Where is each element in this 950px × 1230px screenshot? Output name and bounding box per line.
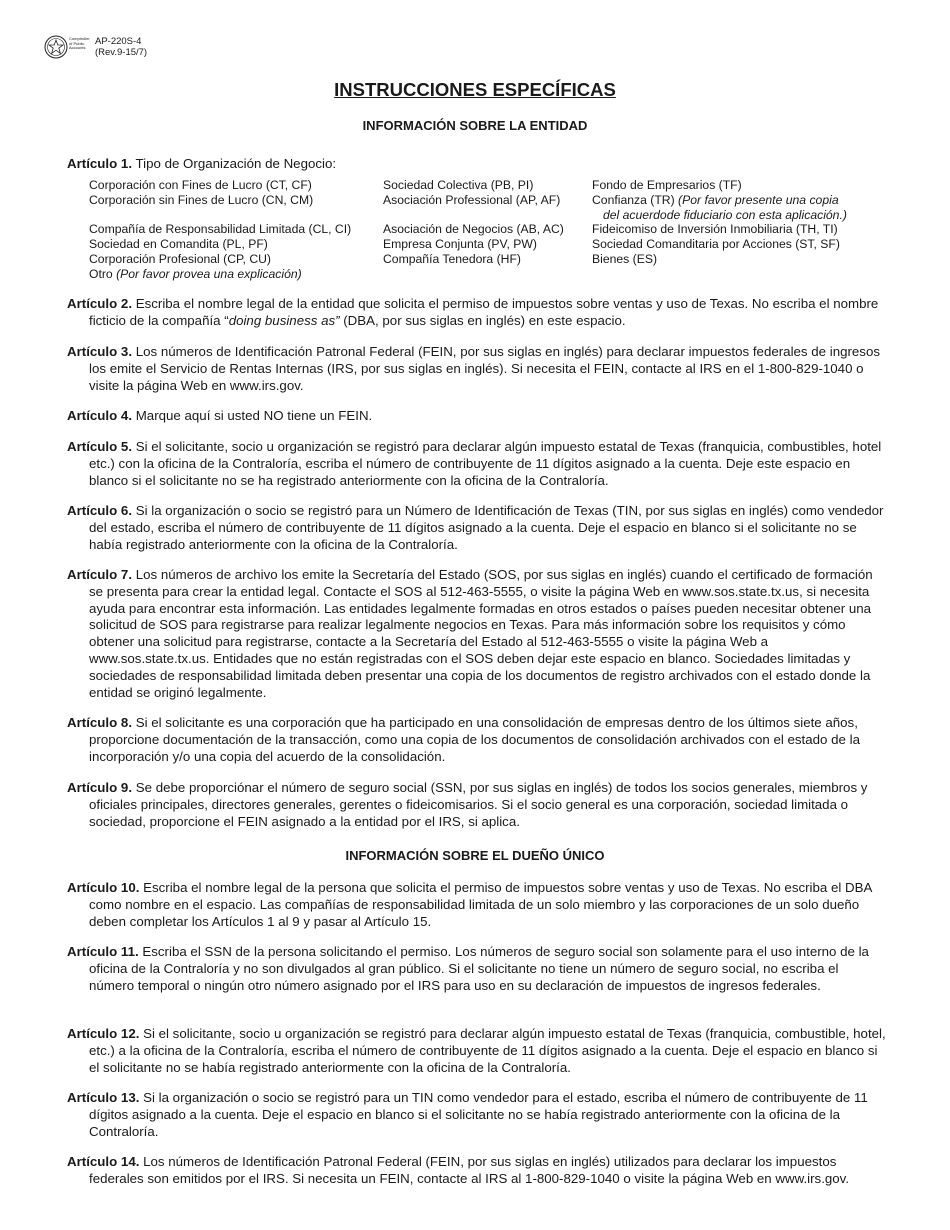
org-type-item: Asociación Professional (AP, AF) bbox=[383, 192, 561, 207]
org-types-column-3 bbox=[592, 178, 847, 267]
comptroller-seal-icon bbox=[44, 35, 68, 59]
page-title: INSTRUCCIONES ESPECÍFICAS bbox=[334, 79, 616, 100]
article-5: Artículo 5. Si el solicitante, socio u organización se registró para declarar algún impuesto estatal de Texas (franquicia, combustibles, hotel etc.) con la oficina de la Contraloría, escriba el número de contribuyente de 11 dígitos asignado a la cuenta. Deje este espacio en blanco si el solicitante no se ha registrado anteriormente con la oficina de la Contraloría. bbox=[67, 439, 882, 488]
article-1-text: Tipo de Organización de Negocio: bbox=[135, 156, 337, 171]
article-11: Artículo 11. Escriba el SSN de la persona solicitando el permiso. Los números de seguro social son solamente para el uso interno de la oficina de la Contraloría y no son divulgados al gran público. Si el solicitante no tiene un número de seguro social, no escriba el número temporal o ningún otro número asignado por el IRS para uso en su declaración de impuestos de ingresos federales. bbox=[67, 944, 869, 993]
article-4: Artículo 4. Marque aquí si usted NO tiene un FEIN. bbox=[67, 408, 373, 423]
form-number: AP-220S-4 bbox=[95, 36, 142, 47]
form-number-block bbox=[95, 36, 147, 58]
article-8: Artículo 8. Si el solicitante es una corporación que ha participado en una consolidación de empresas dentro de los últimos siete años, proporcione documentación de la transacción, como una copia de los documentos de consolidación archivados con el estado de la incorporación y/o una copia del acuerdo de la consolidación. bbox=[67, 715, 860, 764]
article-1 bbox=[67, 156, 887, 173]
section-heading-entity: INFORMACIÓN SOBRE LA ENTIDAD bbox=[362, 118, 588, 133]
article-10: Artículo 10. Escriba el nombre legal de la persona que solicita el permiso de impuestos sobre ventas y uso de Texas. No escriba el DBA como nombre en el espacio. Las compañías de responsabilidad limitada de un solo miembro y las corporaciones de un solo dueño deben completar los Artículos 1 al 9 y pasar al Artículo 15. bbox=[67, 880, 872, 929]
form-revision: (Rev.9-15/7) bbox=[95, 47, 148, 58]
article-13: Artículo 13. Si la organización o socio se registró para un TIN como vendedor para el estado, escriba el número de contribuyente de 11 dígitos asignado a la cuenta. Deje el espacio en blanco si el solicitante no se había registrado anteriormente con la oficina de la Contraloría. bbox=[67, 1090, 868, 1139]
org-type-item: Fondo de Empresarios (TF) bbox=[592, 178, 742, 192]
org-type-item: Otro (Por favor provea una explicación) bbox=[89, 266, 302, 281]
org-type-item: Sociedad en Comandita (PL, PF) bbox=[89, 236, 268, 251]
article-2-label: Artículo 2. bbox=[67, 296, 133, 311]
org-types-column-2 bbox=[383, 178, 564, 267]
org-type-item: Asociación de Negocios (AB, AC) bbox=[383, 222, 564, 237]
org-type-note: del acuerdode fiduciario con esta aplicación.) bbox=[603, 207, 847, 222]
org-type-item: Compañía de Responsabilidad Limitada (CL, CI) bbox=[89, 222, 352, 237]
org-type-item: Bienes (ES) bbox=[592, 251, 658, 266]
org-type-item: Corporación sin Fines de Lucro (CN, CM) bbox=[89, 192, 314, 207]
article-6: Artículo 6. Si la organización o socio se registró para un Número de Identificación de Texas (TIN, por sus siglas en inglés) como vendedor del estado, escriba el número de contribuyente de 11 dígitos asignado a la cuenta. Deje el espacio en blanco si el solicitante no se había registrado anteriormente con la oficina de la Contraloría. bbox=[67, 503, 884, 552]
org-type-item: Fideicomiso de Inversión Inmobiliaria (TH, TI) bbox=[592, 222, 838, 237]
org-types-column-1 bbox=[89, 178, 351, 281]
org-type-item: Sociedad Colectiva (PB, PI) bbox=[383, 178, 534, 192]
article-7: Artículo 7. Los números de archivo los emite la Secretaría del Estado (SOS, por sus siglas en inglés) cuando el certificado de formación se presenta para crear la entidad legal. Contacte el SOS al 512-463-5555, o visite la página Web en www.sos.state.tx.us, si necesita ayuda para encontrar esta información. Las entidades legalmente formadas en otros estados o países pueden necesitar obtener una solicitud de SOS para registrarse para realizar legalmente negocios en Texas. Para más información sobre los requisitos y cómo obtener una solicitud para registrarse, contacte a la Secretaría del Estado al 512-463-5555 o visite la página Web a www.sos.state.tx.us. Entidades que no están registradas con el SOS deben dejar este espacio en blanco. Sociedades limitadas y sociedades de responsabilidad limitada deben presentar una copia de los documentos de registro archivados con el estado donde la entidad se originó legalmente. bbox=[67, 567, 873, 700]
article-2: Artículo 2. Escriba el nombre legal de la entidad que solicita el permiso de impuestos sobre ventas y uso de Texas. No escriba el nombre ficticio de la compañía “doing business as” (DBA, por sus siglas en inglés) en este espacio. bbox=[67, 296, 879, 328]
article-14: Artículo 14. Los números de Identificación Patronal Federal (FEIN, por sus siglas en inglés) utilizados para declarar los impuestos federales son emitidos por el IRS. Si necesita un FEIN, contacte al IRS al 1-800-829-1040 o visite la página Web en www.irs.gov. bbox=[67, 1154, 850, 1186]
org-type-item: Empresa Conjunta (PV, PW) bbox=[383, 236, 537, 251]
article-1-label: Artículo 1. bbox=[67, 156, 133, 171]
article-12: Artículo 12. Si el solicitante, socio u organización se registró para declarar algún impuesto estatal de Texas (franquicia, combustible, hotel, etc.) a la oficina de la Contraloría, escriba el número de contribuyente de 11 dígitos asignado a la cuenta. Deje el espacio en blanco si el solicitante no se había registrado anteriormente con la oficina de la Contraloría. bbox=[67, 1026, 886, 1075]
agency-name: Comptroller of Public Accounts bbox=[69, 36, 90, 51]
org-type-item: Confianza (TR) (Por favor presente una copia bbox=[592, 192, 839, 207]
article-9: Artículo 9. Se debe proporciónar el número de seguro social (SSN, por sus siglas en inglés) de todos los socios generales, miembros y oficiales principales, directores generales, gerentes o fideicomisarios. Si el socio general es una corporación, sociedad limitada o sociedad, proporcione el FEIN asignado a la entidad por el IRS, si aplica. bbox=[67, 780, 868, 829]
org-type-item: Sociedad Comanditaria por Acciones (ST, SF) bbox=[592, 237, 840, 252]
org-type-item: Corporación Profesional (CP, CU) bbox=[89, 251, 271, 266]
org-type-item: Corporación con Fines de Lucro (CT, CF) bbox=[89, 178, 312, 192]
section-heading-sole-owner: INFORMACIÓN SOBRE EL DUEÑO ÚNICO bbox=[345, 848, 605, 863]
org-type-item: Compañía Tenedora (HF) bbox=[383, 251, 521, 266]
article-3: Artículo 3. Los números de Identificación Patronal Federal (FEIN, por sus siglas en inglés) para declarar impuestos federales de ingresos los emite el Servicio de Rentas Internas (IRS, por sus siglas en inglés). Si necesita el FEIN, contacte al IRS en el 1-800-829-1040 o visite la página Web en www.irs.gov. bbox=[67, 344, 881, 393]
